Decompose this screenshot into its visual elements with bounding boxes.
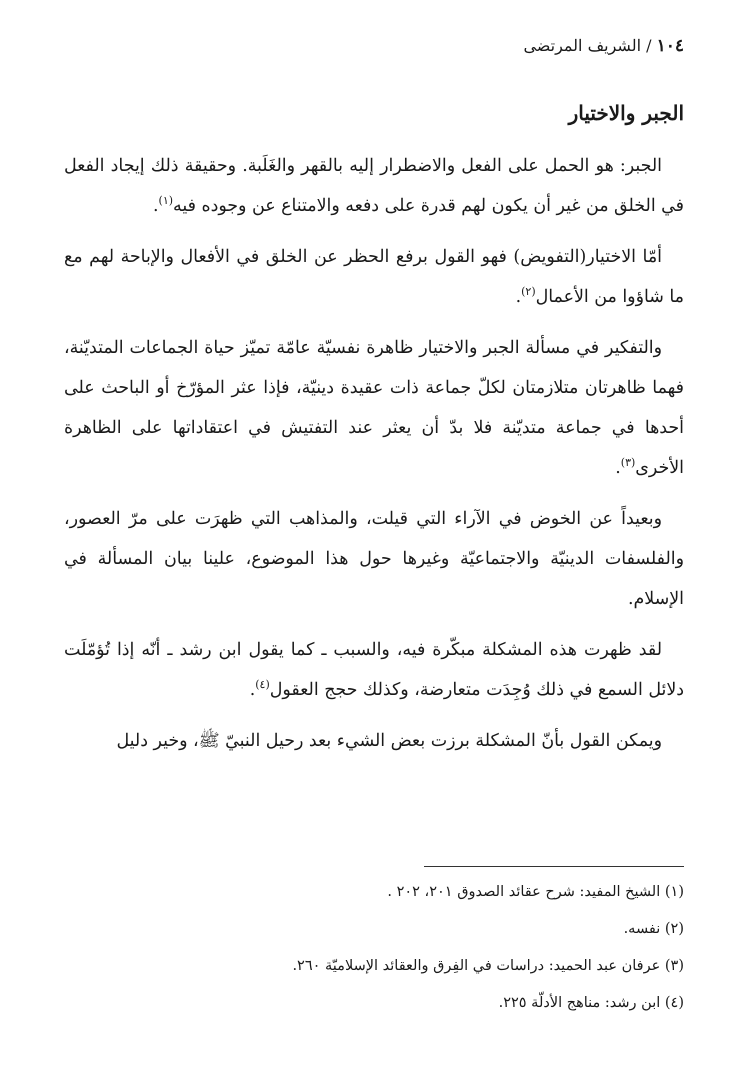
page-number: ١٠٤	[656, 36, 684, 56]
paragraph-text: الجبر: هو الحمل على الفعل والاضطرار إليه بالقهر والغَلَبة. وحقيقة ذلك إيجاد الفعل في الخلق من غير أن يكون لهم قدرة على دفعه والامتناع عن وجوده فيه	[64, 156, 684, 216]
footnote-ref-3: (٣)	[620, 456, 636, 469]
paragraph-text: ويمكن القول بأنّ المشكلة برزت بعض الشيء بعد رحيل النبيّ ﷺ، وخير دليل	[116, 731, 662, 751]
footnote-4: (٤) ابن رشد: مناهج الأدلّة ٢٢٥.	[498, 995, 684, 1011]
running-header	[523, 34, 684, 58]
book-page	[64, 0, 684, 1081]
footnotes	[64, 882, 684, 1030]
paragraph-end: .	[615, 458, 621, 478]
body-text	[64, 146, 684, 772]
paragraph-1	[64, 146, 684, 226]
footnote-3: (٣) عرفان عبد الحميد: دراسات في الفِرق والعقائد الإسلاميّة ٢٦٠.	[292, 958, 684, 974]
paragraph-text: أمّا الاختيار(التفويض) فهو القول برفع الحظر عن الخلق في الأفعال والإباحة لهم مع ما شاؤوا من الأعمال	[64, 247, 684, 307]
paragraph-text: لقد ظهرت هذه المشكلة مبكّرة فيه، والسبب ـ كما يقول ابن رشد ـ أنّه إذا تُؤمّلَت دلائل السمع في ذلك وُجِدَت متعارضة، وكذلك حجج العقول	[64, 640, 684, 700]
paragraph-text: والتفكير في مسألة الجبر والاختيار ظاهرة نفسيّة عامّة تميّز حياة الجماعات المتديّنة، فهما ظاهرتان متلازمتان لكلّ جماعة ذات عقيدة دينيّة، فإذا عثر المؤرّخ أو الباحث على أحدها في جماعة متديّنة فلا بدّ أن يعثر عند التفتيش في اعتقاداتها على الظاهرة الأخرى	[64, 338, 684, 478]
paragraph-end: .	[515, 287, 522, 307]
footnote-ref-4: (٤)	[255, 678, 270, 691]
paragraph-5	[64, 630, 684, 710]
footnote-divider	[424, 866, 684, 867]
paragraph-4	[64, 499, 684, 619]
header-separator: /	[641, 36, 657, 55]
paragraph-3	[64, 328, 684, 488]
footnote-1: (١) الشيخ المفيد: شرح عقائد الصدوق ٢٠١، ٢٠٢ .	[387, 884, 684, 900]
footnote-ref-1: (١)	[158, 194, 174, 207]
paragraph-text: وبعيداً عن الخوض في الآراء التي قيلت، والمذاهب التي ظهرَت على مرّ العصور، والفلسفات الدينيّة والاجتماعيّة وغيرها حول هذا الموضوع، علينا بيان المسألة في الإسلام.	[64, 509, 684, 609]
paragraph-6	[64, 721, 684, 761]
paragraph-end: .	[249, 680, 256, 700]
footnote-2: (٢) نفسه.	[623, 921, 684, 937]
book-title: الشريف المرتضى	[523, 36, 642, 55]
section-title: الجبر والاختيار	[568, 101, 684, 125]
paragraph-2	[64, 237, 684, 317]
footnote-ref-2: (٢)	[521, 285, 536, 298]
paragraph-end: .	[153, 196, 159, 216]
